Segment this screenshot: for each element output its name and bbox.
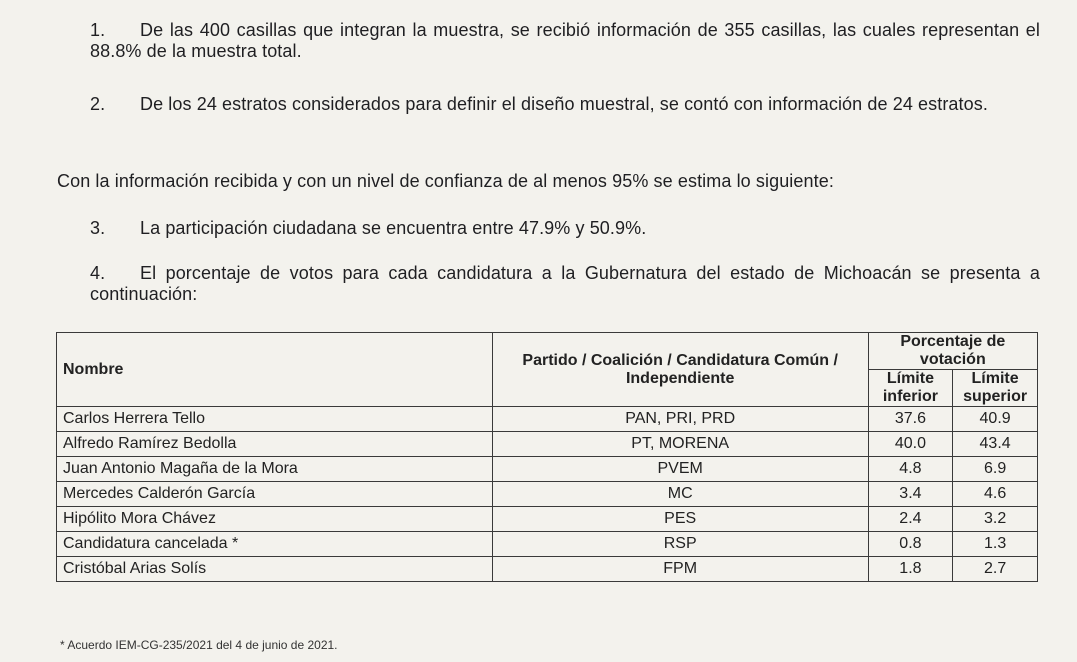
upper-limit-cell: 6.9 (953, 457, 1038, 482)
candidate-name: Carlos Herrera Tello (57, 407, 493, 432)
party-cell: PAN, PRI, PRD (492, 407, 868, 432)
results-table (56, 332, 1038, 582)
party-cell: MC (492, 482, 868, 507)
header-name: Nombre (57, 333, 493, 407)
party-cell: PES (492, 507, 868, 532)
candidate-name: Hipólito Mora Chávez (57, 507, 493, 532)
table-row (57, 532, 1038, 557)
lower-limit-cell: 4.8 (868, 457, 953, 482)
candidate-name: Mercedes Calderón García (57, 482, 493, 507)
lower-limit-cell: 37.6 (868, 407, 953, 432)
party-cell: FPM (492, 557, 868, 582)
party-cell: PVEM (492, 457, 868, 482)
header-party: Partido / Coalición / Candidatura Común / Independiente (492, 333, 868, 407)
paragraph-number: 1. (90, 20, 106, 40)
footnote: * Acuerdo IEM-CG-235/2021 del 4 de junio de 2021. (60, 638, 338, 652)
lower-limit-cell: 1.8 (868, 557, 953, 582)
lower-limit-cell: 3.4 (868, 482, 953, 507)
paragraph-number: 4. (90, 263, 106, 283)
upper-limit-cell: 2.7 (953, 557, 1038, 582)
upper-limit-cell: 1.3 (953, 532, 1038, 557)
header-lower-limit: Límite inferior (868, 370, 953, 407)
table-row (57, 557, 1038, 582)
header-percentage: Porcentaje de votación (868, 333, 1037, 370)
paragraph-text: De los 24 estratos considerados para definir el diseño muestral, se contó con información de 24 estratos. (140, 94, 988, 114)
paragraph-2 (90, 94, 1040, 115)
table-row (57, 482, 1038, 507)
intro-paragraph: Con la información recibida y con un nivel de confianza de al menos 95% se estima lo siguiente: (57, 171, 834, 191)
table-row (57, 507, 1038, 532)
lower-limit-cell: 40.0 (868, 432, 953, 457)
candidate-name: Candidatura cancelada * (57, 532, 493, 557)
header-upper-limit: Límite superior (953, 370, 1038, 407)
table-row (57, 407, 1038, 432)
lower-limit-cell: 2.4 (868, 507, 953, 532)
upper-limit-cell: 40.9 (953, 407, 1038, 432)
table-row (57, 432, 1038, 457)
upper-limit-cell: 3.2 (953, 507, 1038, 532)
paragraph-text: La participación ciudadana se encuentra entre 47.9% y 50.9%. (140, 218, 647, 238)
paragraph-4 (90, 263, 1040, 305)
table-row (57, 457, 1038, 482)
party-cell: PT, MORENA (492, 432, 868, 457)
upper-limit-cell: 4.6 (953, 482, 1038, 507)
lower-limit-cell: 0.8 (868, 532, 953, 557)
paragraph-number: 2. (90, 94, 106, 114)
paragraph-text: El porcentaje de votos para cada candidatura a la Gubernatura del estado de Michoacán se presenta a continuación: (90, 263, 1040, 304)
paragraph-text: De las 400 casillas que integran la muestra, se recibió información de 355 casillas, las cuales representan el 88.8% de la muestra total. (90, 20, 1040, 61)
candidate-name: Juan Antonio Magaña de la Mora (57, 457, 493, 482)
party-cell: RSP (492, 532, 868, 557)
candidate-name: Alfredo Ramírez Bedolla (57, 432, 493, 457)
paragraph-1 (90, 20, 1040, 62)
upper-limit-cell: 43.4 (953, 432, 1038, 457)
paragraph-number: 3. (90, 218, 106, 238)
paragraph-3 (90, 218, 1040, 239)
candidate-name: Cristóbal Arias Solís (57, 557, 493, 582)
